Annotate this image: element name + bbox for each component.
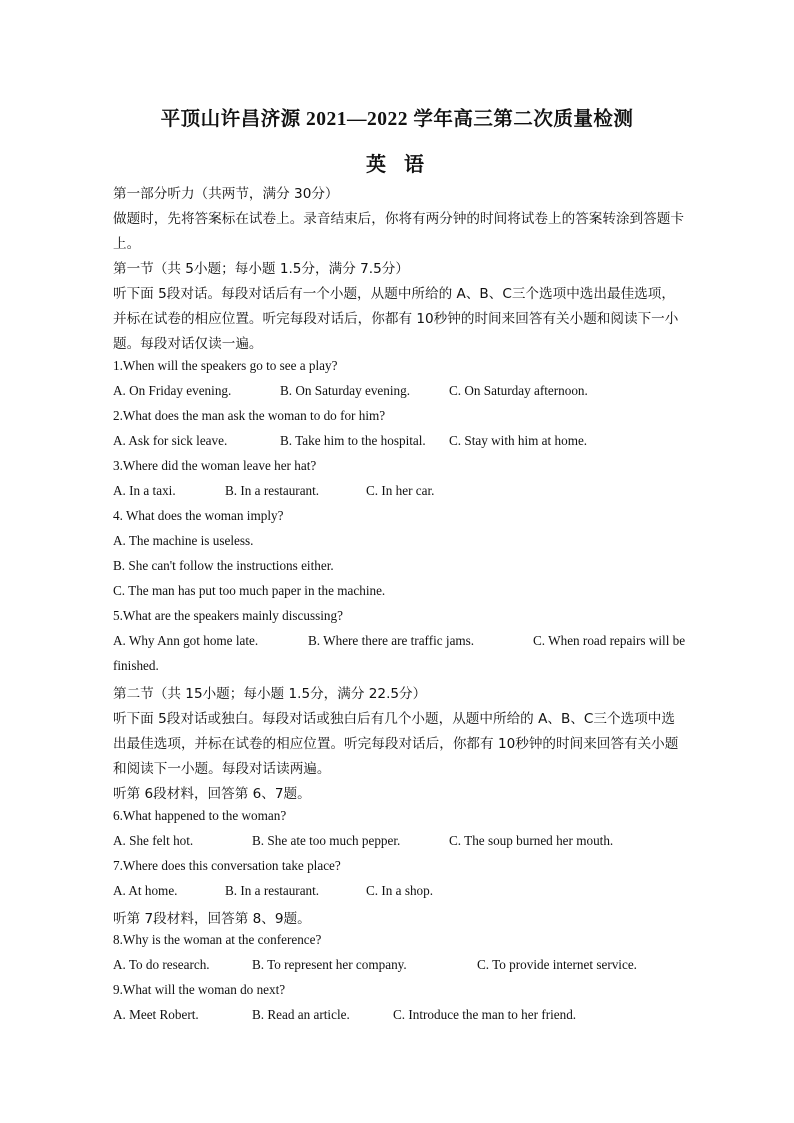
question-stem: 5.What are the speakers mainly discussing? <box>113 608 343 623</box>
question-stem: 9.What will the woman do next? <box>113 982 286 997</box>
option-c: C. Introduce the man to her friend. <box>393 1007 577 1022</box>
question-stem: 6.What happened to the woman? <box>113 808 287 823</box>
section1-instruction-line: 听下面 5段对话。每段对话后有一个小题，从题中所给的 A、B、C三个选项中选出最佳选项， <box>113 286 675 302</box>
material-7-heading: 听第 7段材料，回答第 8、9题。 <box>113 911 311 927</box>
option-b: B. Where there are traffic jams. <box>308 633 475 648</box>
option-a: A. At home. <box>113 883 178 898</box>
option-a: A. On Friday evening. <box>113 383 232 398</box>
subject-title: 英语 <box>366 154 442 176</box>
option-b: B. Take him to the hospital. <box>280 433 426 448</box>
section1-instruction-line: 题。每段对话仅读一遍。 <box>113 336 263 352</box>
option-c-continuation: finished. <box>113 658 159 673</box>
option-c: C. The soup burned her mouth. <box>449 833 614 848</box>
option-a: A. Meet Robert. <box>113 1007 199 1022</box>
option-a: A. The machine is useless. <box>113 533 254 548</box>
section1-instruction-line: 并标在试卷的相应位置。听完每段对话后，你都有 10秒钟的时间来回答有关小题和阅读下一小 <box>113 311 679 327</box>
option-c: C. The man has put too much paper in the machine. <box>113 583 386 598</box>
material-6-heading: 听第 6段材料，回答第 6、7题。 <box>113 786 311 802</box>
option-b: B. She can't follow the instructions either. <box>113 558 334 573</box>
question-stem: 7.Where does this conversation take place? <box>113 858 341 873</box>
part1-instruction-line: 做题时，先将答案标在试卷上。录音结束后，你将有两分钟的时间将试卷上的答案转涂到答题卡 <box>113 211 684 227</box>
question-stem: 4. What does the woman imply? <box>113 508 284 523</box>
option-c: C. To provide internet service. <box>477 957 637 972</box>
section2-instruction-line: 听下面 5段对话或独白。每段对话或独白后有几个小题，从题中所给的 A、B、C三个选项中选 <box>113 711 675 727</box>
option-b: B. On Saturday evening. <box>280 383 411 398</box>
option-b: B. In a restaurant. <box>225 883 320 898</box>
section2-heading: 第二节（共 15小题；每小题 1.5分，满分 22.5分） <box>113 686 427 702</box>
option-c: C. On Saturday afternoon. <box>449 383 588 398</box>
option-a: A. Ask for sick leave. <box>113 433 228 448</box>
option-a: A. Why Ann got home late. <box>113 633 259 648</box>
option-b: B. She ate too much pepper. <box>252 833 401 848</box>
question-stem: 1.When will the speakers go to see a play? <box>113 358 338 373</box>
option-a: A. She felt hot. <box>113 833 194 848</box>
part1-heading: 第一部分听力（共两节，满分 30分） <box>113 186 339 202</box>
section2-instruction-line: 和阅读下一小题。每段对话读两遍。 <box>113 761 331 777</box>
question-stem: 8.Why is the woman at the conference? <box>113 932 322 947</box>
section2-instruction-line: 出最佳选项，并标在试卷的相应位置。听完每段对话后，你都有 10秒钟的时间来回答有关小题 <box>113 736 679 752</box>
section1-heading: 第一节（共 5小题；每小题 1.5分，满分 7.5分） <box>113 261 409 277</box>
option-c: C. In her car. <box>366 483 435 498</box>
option-c: C. Stay with him at home. <box>449 433 588 448</box>
option-a: A. To do research. <box>113 957 210 972</box>
question-stem: 3.Where did the woman leave her hat? <box>113 458 317 473</box>
option-b: B. To represent her company. <box>252 957 407 972</box>
option-c: C. In a shop. <box>366 883 434 898</box>
option-a: A. In a taxi. <box>113 483 176 498</box>
option-b: B. In a restaurant. <box>225 483 320 498</box>
part1-instruction-line: 上。 <box>113 236 141 252</box>
option-b: B. Read an article. <box>252 1007 350 1022</box>
option-c: C. When road repairs will be <box>533 633 686 648</box>
exam-title: 平顶山许昌济源 2021—2022 学年高三第二次质量检测 <box>160 109 634 130</box>
question-stem: 2.What does the man ask the woman to do for him? <box>113 408 386 423</box>
